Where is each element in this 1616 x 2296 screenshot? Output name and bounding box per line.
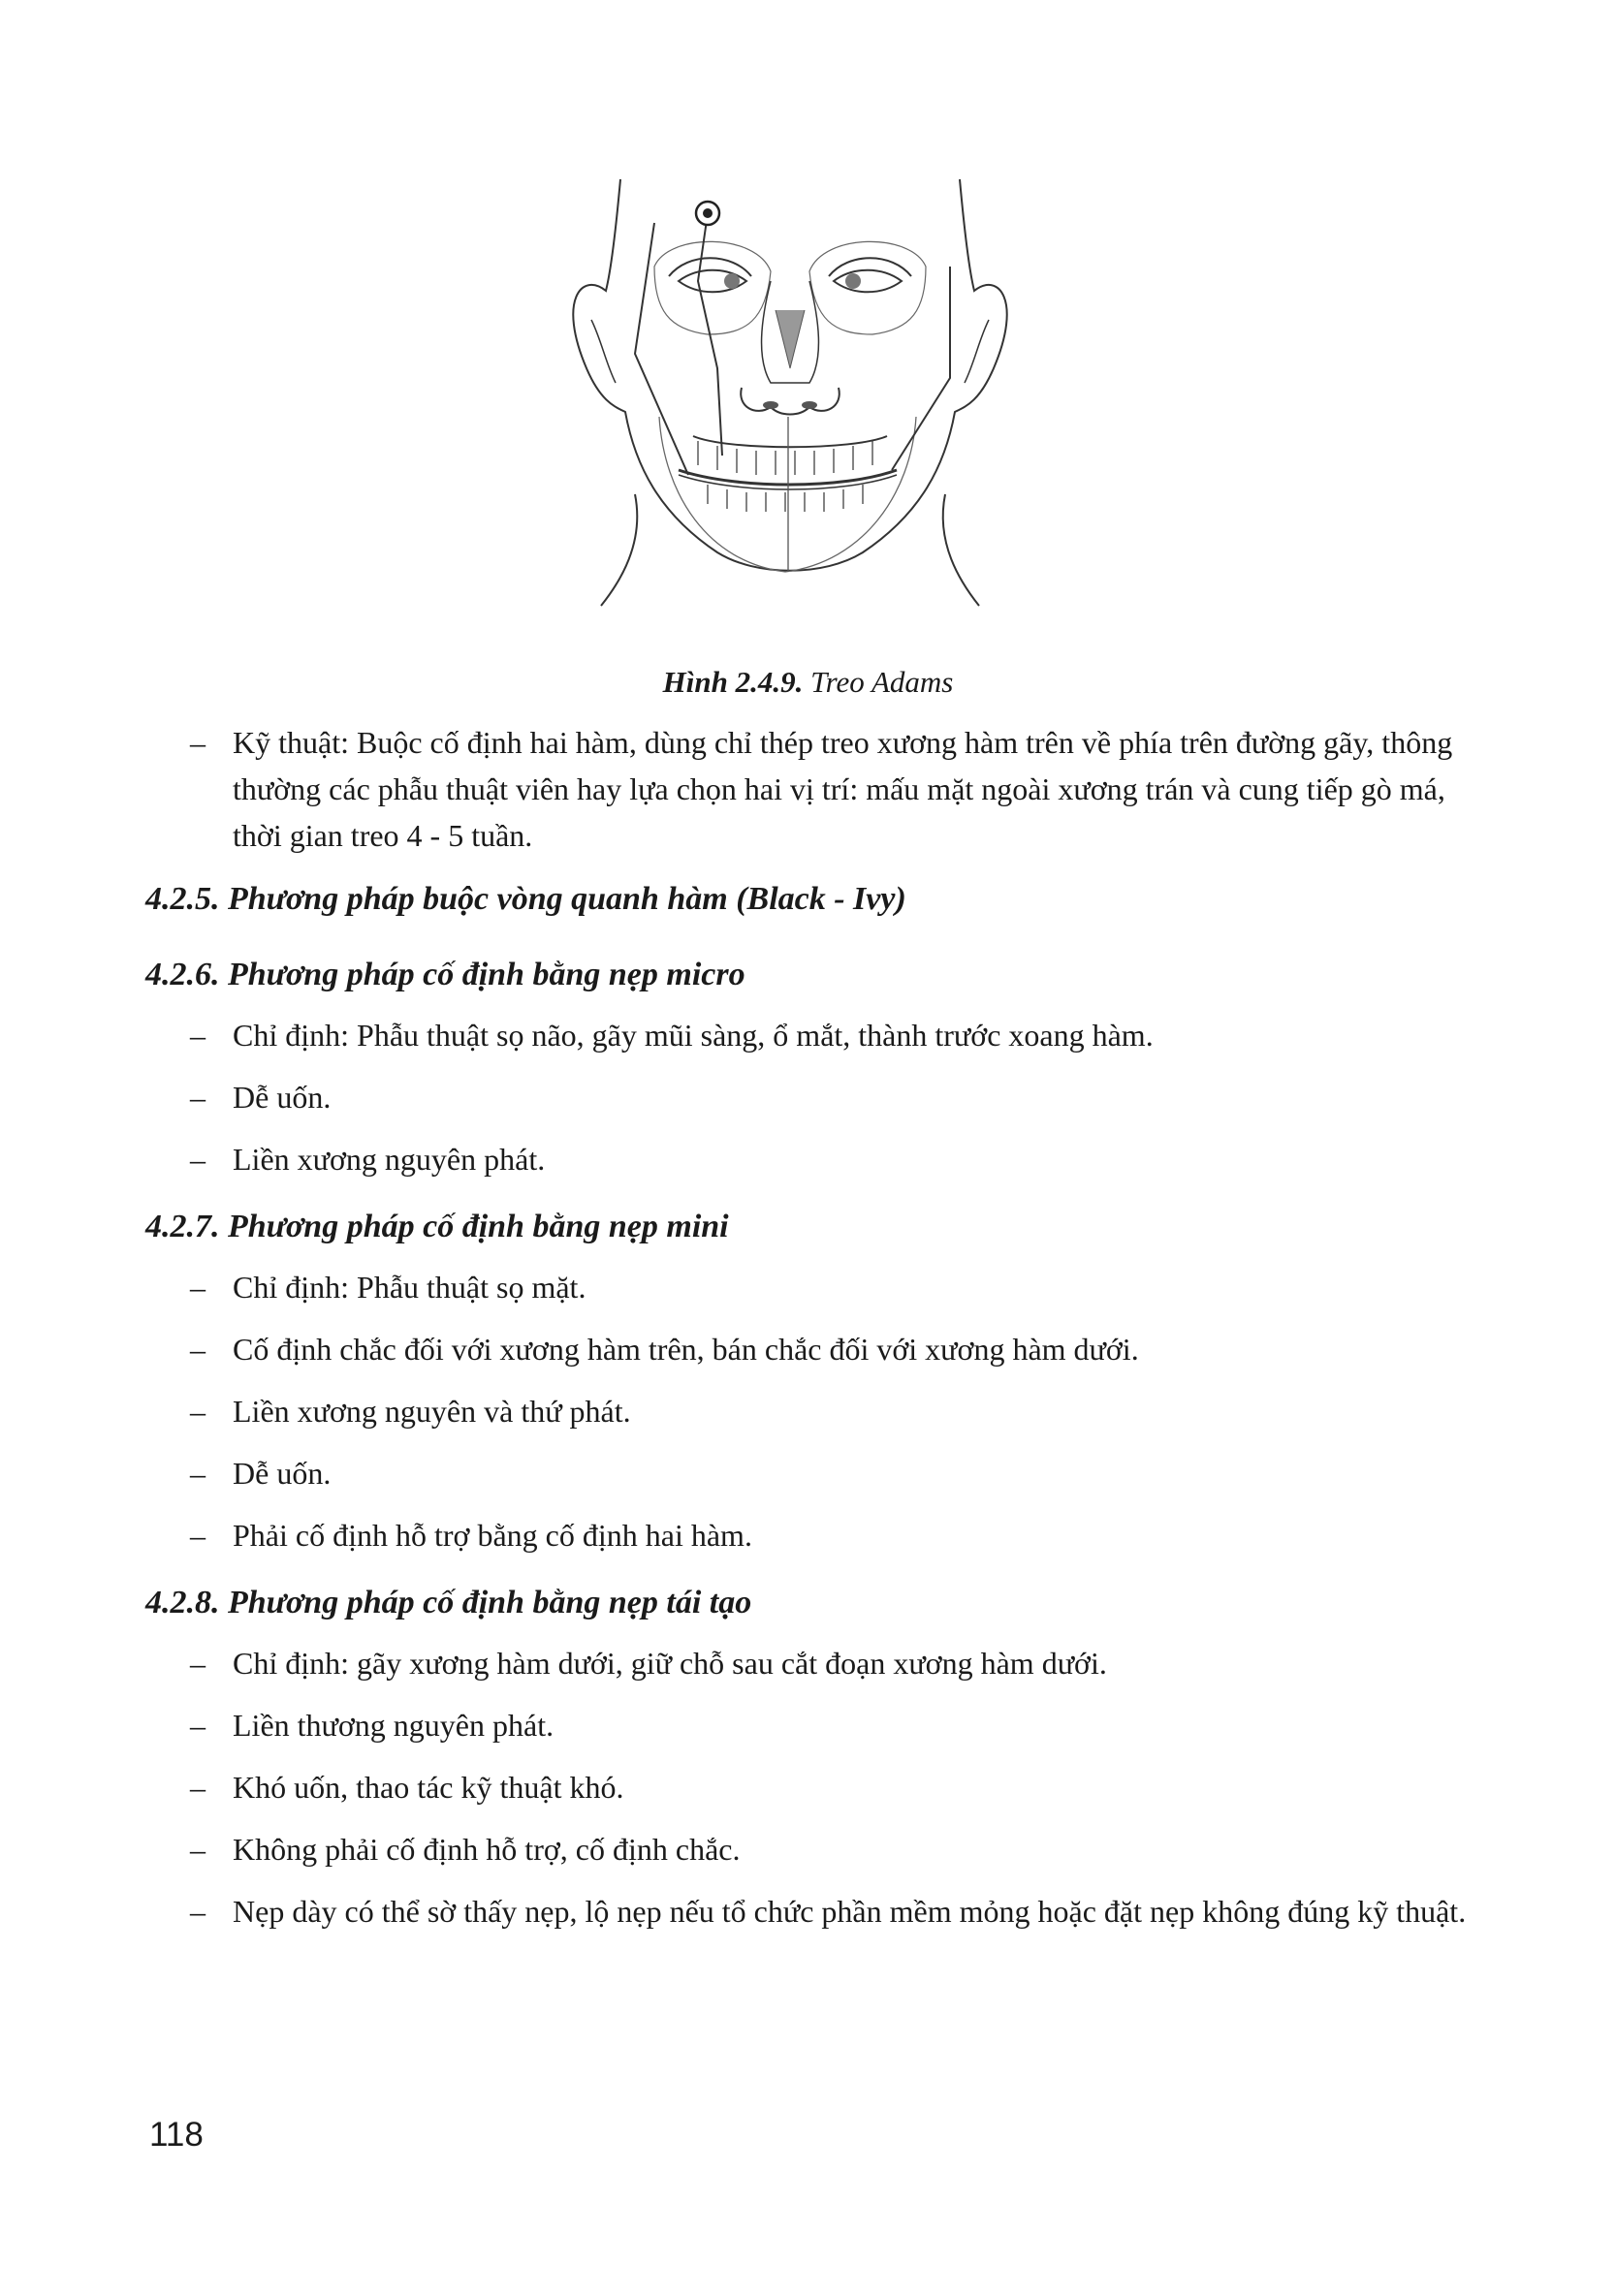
- list-item-text: Liền thương nguyên phát.: [233, 1708, 555, 1743]
- list-dash: –: [190, 725, 206, 760]
- list-dash: –: [190, 1394, 206, 1429]
- figure-caption: [0, 665, 1616, 700]
- list-item-text: Khó uốn, thao tác kỹ thuật khó.: [233, 1770, 624, 1805]
- technique-text: Kỹ thuật: Buộc cố định hai hàm, dùng chỉ thép treo xương hàm trên về phía trên đường gãy, thông thường các phẫu thuật viên hay lựa chọn hai vị trí: mấu mặt ngoài xương trán và cung tiếp gò má, thời gian treo 4 - 5 tuần.: [233, 725, 1453, 853]
- list-item: [145, 1326, 1473, 1372]
- list-item-text: Chỉ định: gãy xương hàm dưới, giữ chỗ sau cắt đoạn xương hàm dưới.: [233, 1646, 1107, 1681]
- figure-caption-text: Treo Adams: [803, 665, 954, 699]
- face-skull-illustration: [562, 174, 1047, 640]
- list-dash: –: [190, 1456, 206, 1491]
- list-dash: –: [190, 1270, 206, 1305]
- list-dash: –: [190, 1080, 206, 1115]
- list-dash: –: [190, 1646, 206, 1681]
- list-item-text: Chỉ định: Phẫu thuật sọ mặt.: [233, 1270, 586, 1305]
- list-item-text: Liền xương nguyên và thứ phát.: [233, 1394, 631, 1429]
- list-item-text: Không phải cố định hỗ trợ, cố định chắc.: [233, 1832, 741, 1867]
- list-item: [145, 1640, 1473, 1686]
- list-dash: –: [190, 1518, 206, 1553]
- list-dash: –: [190, 1894, 206, 1929]
- list-dash: –: [190, 1832, 206, 1867]
- list-item: [145, 1012, 1473, 1058]
- list-item-text: Cố định chắc đối với xương hàm trên, bán chắc đối với xương hàm dưới.: [233, 1332, 1139, 1367]
- figure-adams-suspension: [562, 174, 1047, 640]
- list-dash: –: [190, 1708, 206, 1743]
- heading-4-2-7: 4.2.7. Phương pháp cố định bằng nẹp mini: [145, 1209, 729, 1244]
- list-item: [145, 1264, 1473, 1310]
- list-dash: –: [190, 1018, 206, 1053]
- list-item-text: Chỉ định: Phẫu thuật sọ não, gãy mũi sàng, ổ mắt, thành trước xoang hàm.: [233, 1018, 1154, 1053]
- list-item: [145, 1512, 1473, 1558]
- list-item-text: Nẹp dày có thể sờ thấy nẹp, lộ nẹp nếu tổ chức phần mềm mỏng hoặc đặt nẹp không đúng kỹ thuật.: [233, 1894, 1467, 1929]
- list-item: [145, 1764, 1473, 1810]
- heading-4-2-8: 4.2.8. Phương pháp cố định bằng nẹp tái tạo: [145, 1585, 752, 1620]
- list-dash: –: [190, 1332, 206, 1367]
- list-item: [145, 1450, 1473, 1496]
- list-item: [145, 1136, 1473, 1182]
- body-content: [145, 719, 1473, 1934]
- list-item: [145, 1888, 1473, 1934]
- list-item: [145, 1388, 1473, 1434]
- list-item-text: Dễ uốn.: [233, 1456, 332, 1491]
- list-item: [145, 1826, 1473, 1872]
- heading-4-2-6: 4.2.6. Phương pháp cố định bằng nẹp micro: [145, 957, 745, 992]
- technique-paragraph: [145, 719, 1473, 859]
- list-dash: –: [190, 1142, 206, 1177]
- page-number: 118: [149, 2116, 204, 2154]
- list-item-text: Dễ uốn.: [233, 1080, 332, 1115]
- list-item: [145, 1074, 1473, 1120]
- list-dash: –: [190, 1770, 206, 1805]
- list-item-text: Liền xương nguyên phát.: [233, 1142, 546, 1177]
- list-item: [145, 1702, 1473, 1748]
- list-item-text: Phải cố định hỗ trợ bằng cố định hai hàm.: [233, 1518, 752, 1553]
- heading-4-2-5: 4.2.5. Phương pháp buộc vòng quanh hàm (Black - Ivy): [145, 881, 906, 917]
- figure-caption-number: Hình 2.4.9.: [662, 665, 804, 699]
